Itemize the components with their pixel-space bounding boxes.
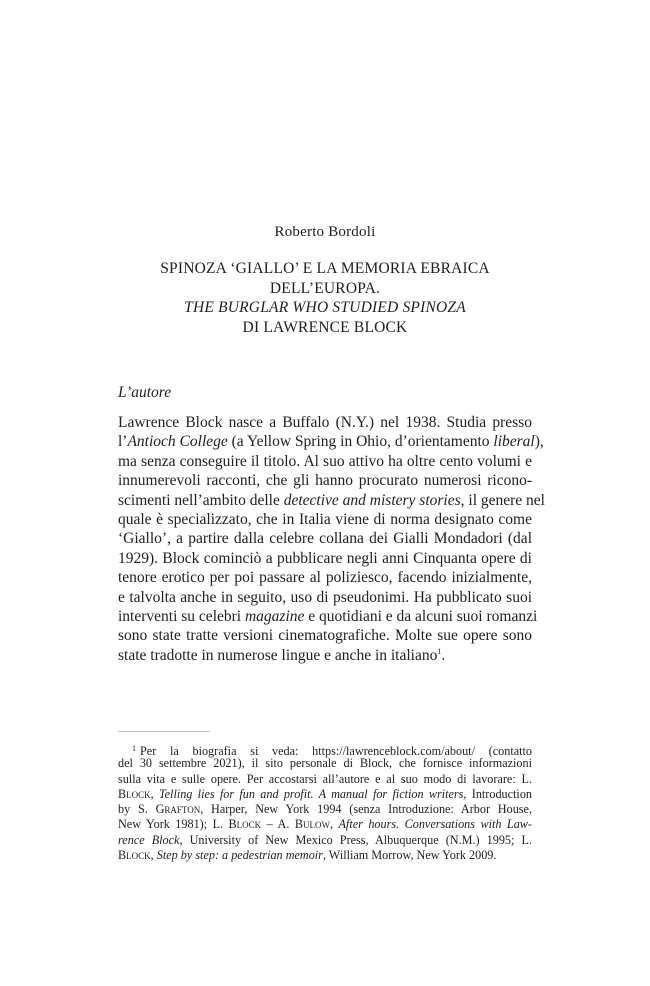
- author-name: Roberto Bordoli: [274, 224, 376, 240]
- footnote-number: 1: [132, 744, 136, 753]
- body-line: state tradotte in numerose lingue e anche in italiano$^1$.: [118, 646, 446, 664]
- body-line: sono state tratte versioni cinematografiche. Molte sue opere sono: [118, 627, 532, 645]
- body-line: ‘Giallo’, a partire dalla celebre collana dei Gialli Mondadori (dal: [118, 530, 532, 548]
- footnote-reference[interactable]: 1: [437, 646, 442, 656]
- title-line-1: SPINOZA ‘GIALLO’ E LA MEMORIA EBRAICA: [160, 260, 490, 277]
- footnote-line: New York 1981); L. Block – A. Bulow, After hours. Conversations with Law-: [118, 817, 532, 832]
- footnote-line: by S. Grafton, Harper, New York 1994 (senza Introduzione: Arbor House,: [118, 802, 532, 817]
- footnote-line: Block, Step by step: a pedestrian memoir, William Morrow, New York 2009.: [118, 848, 497, 863]
- footnote-line: sulla vita e sulle opere. Per accostarsi all’autore e al suo modo di lavorare: L.: [118, 771, 532, 786]
- body-line: tenore erotico per poi passare al poliziesco, facendo inizialmente,: [118, 569, 532, 587]
- footnote-line: rence Block, University of New Mexico Press, Albuquerque (N.M.) 1995; L.: [118, 832, 532, 847]
- title-line-4: DI LAWRENCE BLOCK: [242, 318, 408, 336]
- body-line: 1929). Block cominciò a pubblicare negli anni Cinquanta opere di: [118, 549, 532, 567]
- body-line: scimenti nell’ambito delle detective and mistery stories, il genere nel: [118, 491, 545, 509]
- footnote-line: $^1$ Per la biografia si veda: https://lawrenceblock.com/about/ (contatto: [132, 744, 532, 758]
- body-line: innumerevoli racconti, che gli hanno procurato numerosi ricono-: [118, 472, 532, 490]
- body-line: interventi su celebri magazine e quotidiani e da alcuni suoi romanzi: [118, 607, 538, 625]
- body-line: ma senza conseguire il titolo. Al suo attivo ha oltre cento volumi e: [118, 452, 532, 470]
- footnote-line: del 30 settembre 2021), il sito personale di Block, che fornisce informazioni: [118, 756, 532, 771]
- chapter-title: [118, 259, 532, 337]
- footnote: [118, 741, 532, 863]
- title-line-2: DELL’EUROPA.: [269, 279, 381, 297]
- body-line: quale è specializzato, che in Italia viene di norma designato come: [118, 510, 532, 528]
- footnote-separator: [118, 731, 210, 732]
- body-line: e talvolta anche in seguito, uso di pseudonimi. Ha pubblicato suoi: [118, 588, 532, 606]
- body-paragraph: [118, 413, 545, 665]
- footnote-line: Block, Telling lies for fun and profit. A manual for fiction writers, Introduction: [118, 786, 533, 801]
- body-line: l’Antioch College (a Yellow Spring in Ohio, d’orientamento liberal),: [118, 433, 544, 451]
- title-line-3: THE BURGLAR WHO STUDIED SPINOZA: [184, 299, 466, 316]
- body-line: Lawrence Block nasce a Buffalo (N.Y.) nel 1938. Studia presso: [118, 414, 532, 431]
- section-heading: L’autore: [118, 384, 172, 401]
